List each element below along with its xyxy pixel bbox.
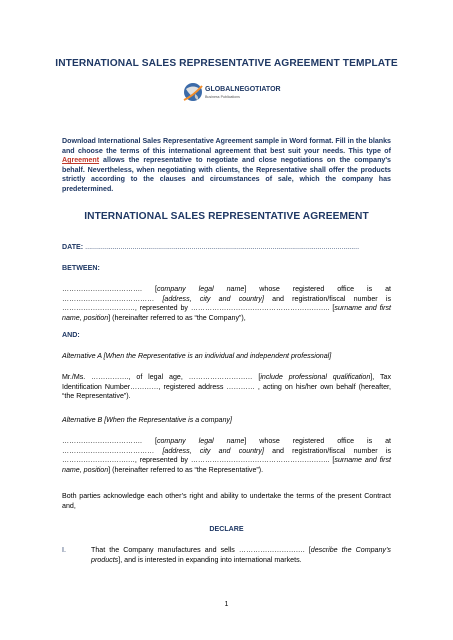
individual-part-2: include professional qualification	[260, 373, 371, 381]
intro-text-b: allows the representative to negotiate and close negotiations on the company's behalf. Nevertheless, when negotiating with clients, the Representative shall offer the products strictly according to the clauses and circumstances of sale, which the company has predetermined.	[62, 156, 391, 193]
alternative-b: Alternative B [When the Representative is a company]	[62, 416, 232, 424]
agreement-link[interactable]: Agreement	[62, 156, 100, 165]
between-part-1: ……………………………. [	[62, 285, 157, 293]
declare-item-1-a: That the Company manufactures and sells ………………………. [	[91, 546, 311, 554]
between-part-6: surname and first name, position	[62, 304, 392, 322]
declare-item-1-b: describe the Company’s products	[91, 546, 391, 564]
main-title: INTERNATIONAL SALES REPRESENTATIVE AGREEMENT TEMPLATE	[55, 58, 398, 69]
company-part-1: ……………………………. [	[62, 437, 157, 445]
between-part-5: and registration/fiscal number is ……………………….…, represented by ………………………………………………….. [	[62, 294, 391, 313]
company-part-7: ] (hereinafter referred to as “the Representative”).	[108, 465, 264, 474]
and-label: AND:	[62, 331, 80, 339]
item-number: I.	[62, 546, 66, 554]
company-part-5: and registration/fiscal number is ……………………….…, represented by ………………………………………………….. [	[62, 446, 391, 465]
logo-name: GLOBALNEGOTIATOR	[205, 86, 281, 93]
individual-part-1: Mr./Ms. ……………., of legal age, ……………………… [	[62, 373, 261, 381]
date-line	[62, 243, 359, 251]
company-part-3: ] whose registered office is at …………………………………	[62, 437, 391, 455]
declare-item-1-c: ], and is interested in expanding into international markets.	[118, 555, 302, 564]
agreement-title: INTERNATIONAL SALES REPRESENTATIVE AGREEMENT	[84, 211, 369, 222]
company-paragraph	[62, 437, 391, 475]
between-part-7: ] (hereinafter referred to as “the Company”),	[108, 313, 246, 322]
between-part-3: ] whose registered office is at …………………………………	[62, 285, 391, 303]
company-part-2: company legal name	[156, 437, 245, 445]
company-part-6: surname and first name, position	[62, 456, 392, 474]
individual-paragraph	[62, 373, 391, 402]
between-label: BETWEEN:	[62, 264, 100, 272]
between-paragraph	[62, 285, 391, 323]
alternative-a: Alternative A [When the Representative is an individual and independent professional]	[62, 352, 332, 360]
declare-item-1	[91, 546, 391, 565]
date-blank: ...........................................................................................................................................	[85, 243, 360, 251]
individual-part-3: ], Tax Identification Number…………, registered address ………… , acting on his/her own behalf (hereafter, “the Representative”).	[62, 373, 391, 401]
logo	[183, 80, 283, 108]
globe-icon	[183, 80, 203, 106]
date-label: DATE:	[62, 243, 84, 251]
declare-heading: DECLARE	[209, 525, 244, 533]
intro-paragraph	[62, 137, 391, 195]
page-number: 1	[224, 601, 229, 608]
between-part-2: company legal name	[156, 285, 245, 293]
both-parties-paragraph: Both parties acknowledge each other’s right and ability to undertake the terms of the present Contract and,	[62, 492, 391, 510]
intro-text-a: Download International Sales Representative Agreement sample in Word format. Fill in the blanks and choose the terms of this international agreement that best suit your needs. This type of	[62, 137, 391, 155]
logo-subtitle: Business Publications	[205, 95, 240, 99]
between-part-4: [address, city and country]	[162, 294, 264, 303]
company-part-4: [address, city and country]	[162, 446, 264, 455]
